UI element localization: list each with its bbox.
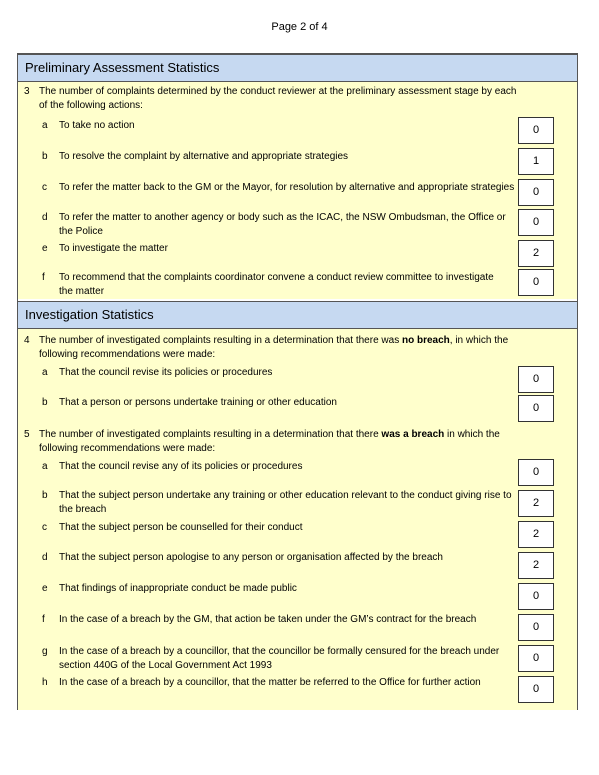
value-field[interactable]: 2 — [518, 490, 554, 517]
item-text: To take no action — [59, 120, 135, 131]
item-text: That a person or persons undertake training or other education — [59, 397, 337, 408]
item-letter: h — [42, 677, 48, 688]
value-field[interactable]: 0 — [518, 583, 554, 610]
value-field[interactable]: 0 — [518, 117, 554, 144]
page-number: Page 2 of 4 — [271, 21, 328, 33]
item-letter: f — [42, 614, 45, 625]
item-letter: a — [42, 120, 48, 131]
question-number: 5 — [24, 429, 30, 440]
item-text: To refer the matter back to the GM or the Mayor, for resolution by alternative and appropriate strategies — [59, 182, 515, 193]
value-field[interactable]: 0 — [518, 614, 554, 641]
item-letter: e — [42, 583, 48, 594]
item-letter: b — [42, 397, 48, 408]
question-text: The number of complaints determined by the conduct reviewer at the preliminary assessment stage by each of the following actions: — [39, 86, 517, 111]
item-text: In the case of a breach by a councillor, that the councillor be formally censured for the breach under section 440G of the Local Government Act 1993 — [59, 646, 500, 671]
item-text: To resolve the complaint by alternative and appropriate strategies — [59, 151, 349, 162]
item-letter: b — [42, 151, 48, 162]
value-field[interactable]: 1 — [518, 148, 554, 175]
section-header-investigation: Investigation Statistics — [18, 301, 577, 329]
item-text: To investigate the matter — [59, 243, 168, 254]
item-text: That the subject person apologise to any person or organisation affected by the breach — [59, 552, 443, 563]
value-field[interactable]: 0 — [518, 366, 554, 393]
item-letter: b — [42, 490, 48, 501]
question-number: 4 — [24, 335, 30, 346]
item-text: That the subject person undertake any training or other education relevant to the conduct giving rise to the breach — [59, 490, 512, 515]
item-letter: a — [42, 367, 48, 378]
item-text: That findings of inappropriate conduct be made public — [59, 583, 297, 594]
value-field[interactable]: 2 — [518, 552, 554, 579]
item-letter: c — [42, 182, 47, 193]
value-field[interactable]: 0 — [518, 269, 554, 296]
question-text: The number of investigated complaints resulting in a determination that there was no breach, in which the following recommendations were made: — [39, 335, 509, 360]
item-text: In the case of a breach by the GM, that action be taken under the GM’s contract for the breach — [59, 614, 477, 625]
statistics-form — [17, 53, 578, 710]
item-letter: f — [42, 272, 45, 283]
section-body-investigation — [18, 329, 577, 710]
value-field[interactable]: 2 — [518, 521, 554, 548]
value-field[interactable]: 2 — [518, 240, 554, 267]
value-field[interactable]: 0 — [518, 179, 554, 206]
value-field[interactable]: 0 — [518, 676, 554, 703]
item-text: That the subject person be counselled for their conduct — [59, 522, 303, 533]
item-letter: d — [42, 212, 48, 223]
item-text: To refer the matter to another agency or body such as the ICAC, the NSW Ombudsman, the Office or the Police — [59, 212, 506, 237]
item-text: That the council revise its policies or procedures — [59, 367, 273, 378]
item-letter: c — [42, 522, 47, 533]
question-text: The number of investigated complaints resulting in a determination that there was a breach in which the following recommendations were made: — [39, 429, 500, 454]
value-field[interactable]: 0 — [518, 459, 554, 486]
value-field[interactable]: 0 — [518, 395, 554, 422]
item-letter: d — [42, 552, 48, 563]
section-body-preliminary — [18, 82, 577, 299]
item-letter: g — [42, 646, 48, 657]
value-field[interactable]: 0 — [518, 645, 554, 672]
value-field[interactable]: 0 — [518, 209, 554, 236]
question-number: 3 — [24, 86, 30, 97]
item-text: That the council revise any of its policies or procedures — [59, 461, 303, 472]
section-header-preliminary: Preliminary Assessment Statistics — [18, 54, 577, 82]
item-text: In the case of a breach by a councillor, that the matter be referred to the Office for further action — [59, 677, 481, 688]
item-letter: a — [42, 461, 48, 472]
item-letter: e — [42, 243, 48, 254]
item-text: To recommend that the complaints coordinator convene a conduct review committee to investigate the matter — [59, 272, 494, 297]
